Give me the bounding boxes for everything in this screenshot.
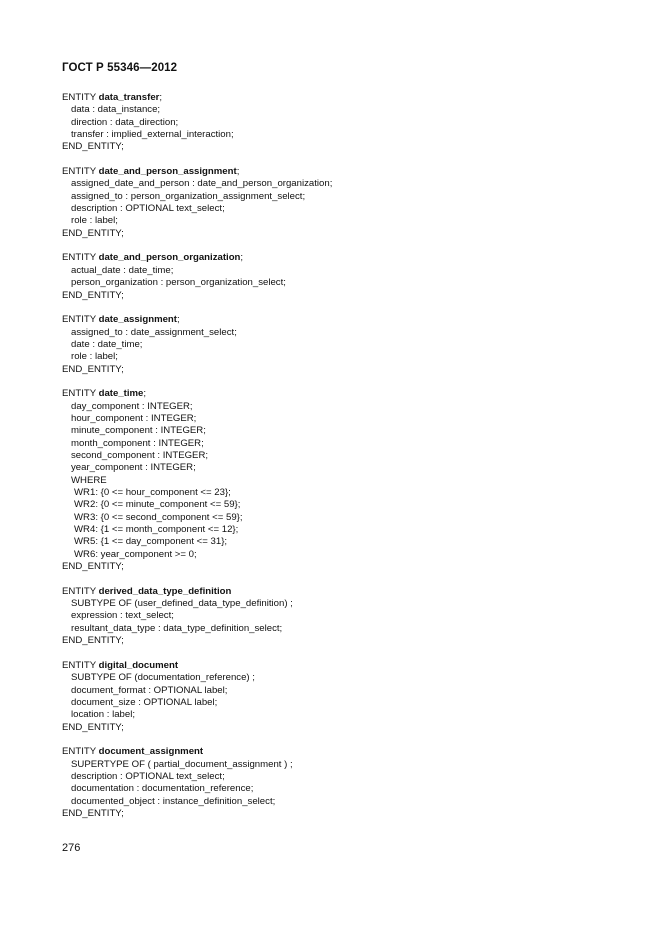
entity-block [62,92,621,166]
end-entity: END_ENTITY; [62,635,124,647]
entity-name: date_assignment [98,314,177,326]
where-rule: WR3: {0 <= second_component <= 59}; [74,511,243,523]
entity-attribute: assigned_to : date_assignment_select; [71,326,237,338]
entity-name: derived_data_type_definition [98,585,232,597]
entity-declaration [62,586,621,598]
entity-attribute: hour_component : INTEGER; [71,412,197,424]
entity-attribute: actual_date : date_time; [71,264,174,276]
entity-attribute: person_organization : person_organization_select; [71,277,286,289]
spacer [62,734,621,746]
entity-declaration [62,92,621,104]
entity-attribute: role : label; [71,215,118,227]
where-keyword: WHERE [71,474,107,486]
entity-attribute: expression : text_select; [71,610,174,622]
page-number: 276 [62,842,81,854]
entity-name: digital_document [98,659,179,671]
entity-terminator: ; [236,166,240,178]
entity-supertype-clause: SUBTYPE OF (user_defined_data_type_definition) ; [71,598,293,610]
entity-block [62,314,621,388]
entity-declaration [62,314,621,326]
entity-attribute: documentation : documentation_reference; [71,783,254,795]
entity-block [62,660,621,746]
spacer [62,240,621,252]
entity-name: date_and_person_organization [98,252,241,264]
entity-supertype-clause: SUBTYPE OF (documentation_reference) ; [71,672,255,684]
entity-terminator: ; [240,252,244,264]
entity-attribute: role : label; [71,351,118,363]
entity-attribute: documented_object : instance_definition_select; [71,795,276,807]
entity-attribute: month_component : INTEGER; [71,437,204,449]
entity-keyword: ENTITY [62,166,99,178]
end-entity: END_ENTITY; [62,289,124,301]
entity-declaration [62,746,621,758]
entity-attribute: description : OPTIONAL text_select; [71,203,225,215]
spacer [62,647,621,659]
end-entity: END_ENTITY; [62,363,124,375]
where-rule: WR6: year_component >= 0; [74,548,197,560]
document-header: ГОСТ Р 55346—2012 [62,62,178,74]
entity-attribute: second_component : INTEGER; [71,449,209,461]
entity-terminator: ; [159,92,163,103]
entity-block [62,388,621,586]
entity-declaration [62,166,621,178]
entity-keyword: ENTITY [62,252,99,264]
end-entity: END_ENTITY; [62,561,124,573]
spacer [62,302,621,314]
entity-attribute: date : date_time; [71,338,143,350]
spacer [62,376,621,388]
entity-attribute: assigned_to : person_organization_assignment_select; [71,190,306,202]
entity-block [62,746,621,820]
end-entity: END_ENTITY; [62,227,124,239]
end-entity: END_ENTITY; [62,141,124,153]
entity-attribute: resultant_data_type : data_type_definition_select; [71,622,283,634]
entity-keyword: ENTITY [62,92,99,103]
entity-name: data_transfer [98,92,160,103]
spacer [62,154,621,166]
entity-name: date_time [98,388,144,400]
where-rule: WR2: {0 <= minute_component <= 59}; [74,499,241,511]
entity-attribute: minute_component : INTEGER; [71,425,206,437]
entity-keyword: ENTITY [62,659,99,671]
entity-keyword: ENTITY [62,388,99,400]
where-rule: WR4: {1 <= month_component <= 12}; [74,524,239,536]
entity-attribute: document_format : OPTIONAL label; [71,684,228,696]
entity-terminator: ; [143,388,147,400]
entity-attribute: document_size : OPTIONAL label; [71,696,218,708]
entity-attribute: day_component : INTEGER; [71,400,193,412]
entity-block [62,252,621,314]
entity-attribute: data : data_instance; [71,104,161,116]
where-rule: WR5: {1 <= day_component <= 31}; [74,536,228,548]
entity-attribute: transfer : implied_external_interaction; [71,129,234,141]
entity-declaration [62,252,621,264]
entity-attribute: description : OPTIONAL text_select; [71,770,225,782]
entity-name: document_assignment [98,746,204,758]
spacer [62,573,621,585]
entity-keyword: ENTITY [62,585,99,597]
entity-attribute: location : label; [71,709,135,721]
end-entity: END_ENTITY; [62,807,124,819]
express-schema-listing [62,92,621,820]
entity-block [62,166,621,252]
entity-declaration [62,660,621,672]
entity-keyword: ENTITY [62,746,99,758]
entity-block [62,586,621,660]
entity-declaration [62,388,621,400]
entity-attribute: assigned_date_and_person : date_and_person_organization; [71,178,333,190]
entity-attribute: year_component : INTEGER; [71,462,196,474]
end-entity: END_ENTITY; [62,721,124,733]
entity-supertype-clause: SUPERTYPE OF ( partial_document_assignment ) ; [71,758,293,770]
entity-keyword: ENTITY [62,314,99,326]
entity-name: date_and_person_assignment [98,166,237,178]
where-rule: WR1: {0 <= hour_component <= 23}; [74,487,231,498]
entity-attribute: direction : data_direction; [71,116,179,128]
entity-terminator: ; [177,314,180,326]
